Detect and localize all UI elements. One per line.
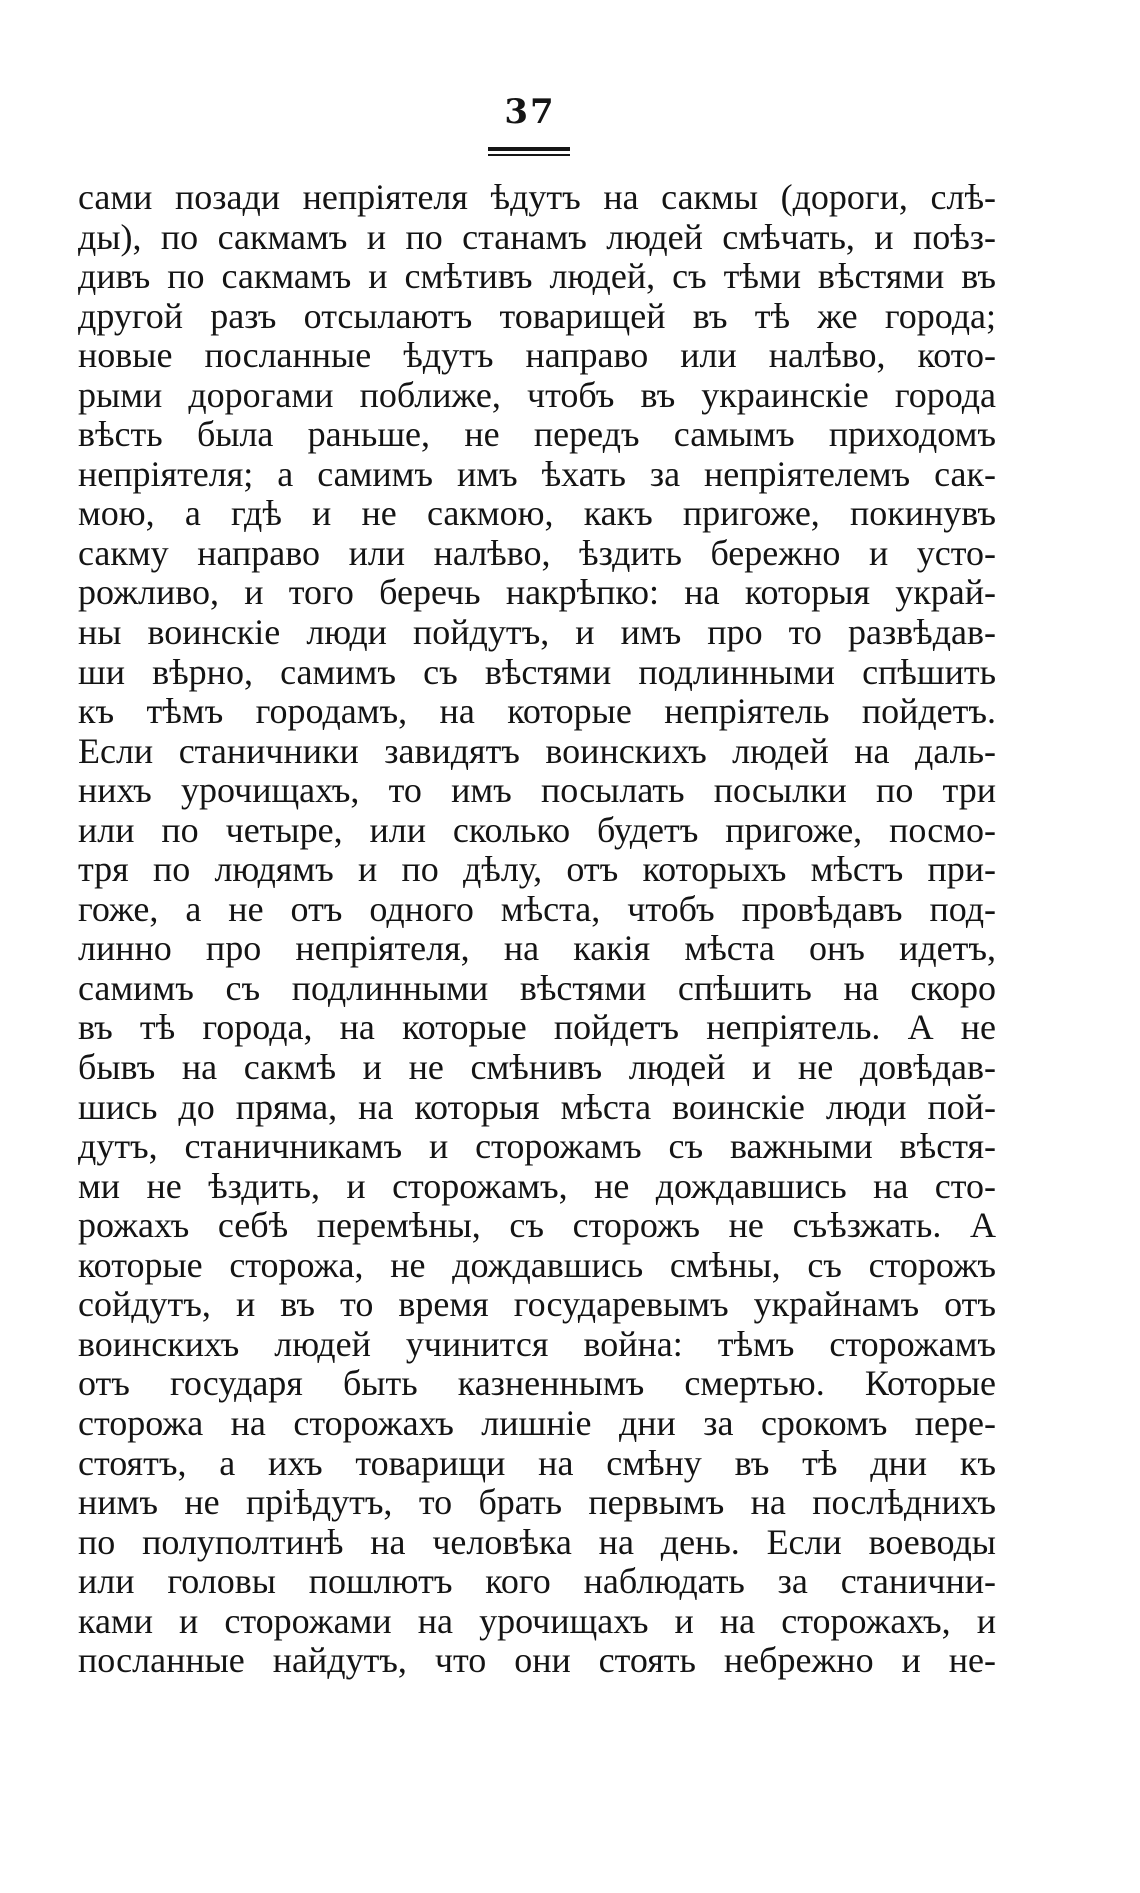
text-line: вѣсть была раньше, не передъ самымъ приходомъ [78, 414, 996, 455]
text-line: рожливо, и того беречь накрѣпко: на которыя украй- [78, 572, 996, 613]
header-rule-thick [488, 147, 570, 151]
text-line: или головы пошлютъ кого наблюдать за станични- [78, 1561, 996, 1602]
header-rule-thin [488, 154, 570, 156]
text-line: дивъ по сакмамъ и смѣтивъ людей, съ тѣми вѣстями въ [78, 256, 996, 297]
text-line: къ тѣмъ городамъ, на которые непріятель пойдетъ. [78, 691, 996, 732]
text-line: сами позади непріятеля ѣдутъ на сакмы (дороги, слѣ- [78, 177, 996, 217]
text-line: ши вѣрно, самимъ съ вѣстями подлинными спѣшить [78, 651, 996, 692]
text-line: рожахъ себѣ перемѣны, съ сторожъ не съѣзжать. А [78, 1205, 996, 1246]
text-line: отъ государя быть казненнымъ смертью. Которые [78, 1363, 996, 1404]
text-line: дутъ, станичникамъ и сторожамъ съ важными вѣстя- [78, 1126, 996, 1167]
text-line: въ тѣ города, на которые пойдетъ непріятель. А не [78, 1007, 996, 1048]
text-line: тря по людямъ и по дѣлу, отъ которыхъ мѣстъ при- [78, 849, 996, 890]
text-line: ны воинскіе люди пойдутъ, и имъ про то развѣдав- [78, 612, 996, 653]
text-line: которые сторожа, не дождавшись смѣны, съ сторожъ [78, 1244, 996, 1285]
text-line: линно про непріятеля, на какія мѣста онъ идетъ, [78, 928, 996, 969]
text-line: ками и сторожами на урочищахъ и на сторожахъ, и [78, 1600, 996, 1641]
text-line: мою, а гдѣ и не сакмою, какъ пригоже, покинувъ [78, 493, 996, 534]
text-line: непріятеля; а самимъ имъ ѣхать за непріятелемъ сак- [78, 453, 996, 494]
text-line: рыми дорогами поближе, чтобъ въ украинскіе города [78, 374, 996, 415]
text-line: гоже, а не отъ одного мѣста, чтобъ провѣдавъ под- [78, 888, 996, 929]
text-line: бывъ на сакмѣ и не смѣнивъ людей и не довѣдав- [78, 1047, 996, 1088]
text-line: ми не ѣздить, и сторожамъ, не дождавшись на сто- [78, 1165, 996, 1206]
text-line: сторожа на сторожахъ лишніе дни за срокомъ пере- [78, 1402, 996, 1443]
page-number: 37 [504, 92, 556, 132]
text-line: стоятъ, а ихъ товарищи на смѣну въ тѣ дни къ [78, 1442, 996, 1483]
text-line: по полуполтинѣ на человѣка на день. Если воеводы [78, 1521, 996, 1562]
text-line: сойдутъ, и въ то время государевымъ украйнамъ отъ [78, 1284, 996, 1325]
text-line: ды), по сакмамъ и по станамъ людей смѣчать, и поѣз- [78, 216, 996, 257]
text-line: нихъ урочищахъ, то имъ посылать посылки по три [78, 770, 996, 811]
text-line: другой разъ отсылаютъ товарищей въ тѣ же города; [78, 295, 996, 336]
text-line: шись до пряма, на которыя мѣста воинскіе люди пой- [78, 1086, 996, 1127]
text-line: Если станичники завидятъ воинскихъ людей на даль- [78, 730, 996, 771]
text-line: сакму направо или налѣво, ѣздить бережно и усто- [78, 532, 996, 573]
text-line: посланные найдутъ, что они стоять небрежно и не- [78, 1640, 996, 1681]
text-line: воинскихъ людей учинится война: тѣмъ сторожамъ [78, 1323, 996, 1364]
text-line: или по четыре, или сколько будетъ пригоже, посмо- [78, 809, 996, 850]
text-line: новые посланные ѣдутъ направо или налѣво, кото- [78, 335, 996, 376]
text-line: нимъ не пріѣдутъ, то брать первымъ на послѣднихъ [78, 1482, 996, 1523]
text-line: самимъ съ подлинными вѣстями спѣшить на скоро [78, 967, 996, 1008]
body-text [78, 178, 996, 1681]
